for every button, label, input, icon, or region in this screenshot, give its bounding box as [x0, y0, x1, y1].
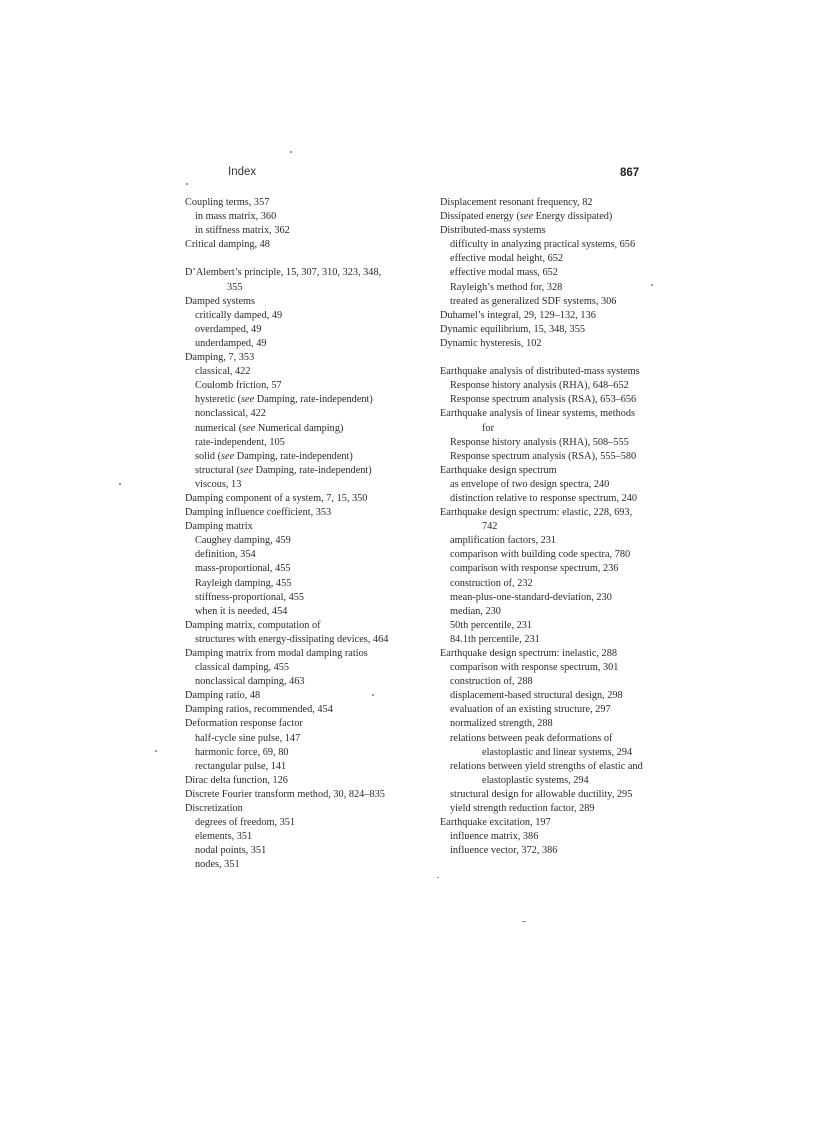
index-entry: Displacement resonant frequency, 82: [440, 197, 593, 208]
index-entry: Damping matrix: [185, 521, 253, 533]
index-entry: Earthquake design spectrum: [440, 464, 557, 476]
index-subentry: nodal points, 351: [195, 845, 267, 857]
index-subentry: construction of, 232: [450, 577, 533, 589]
index-continuation: elastoplastic systems, 294: [482, 774, 589, 786]
index-subentry: classical damping, 455: [195, 662, 290, 674]
index-column-right: [440, 196, 665, 858]
index-entry: Deformation response factor: [185, 718, 303, 730]
index-entry: Discrete Fourier transform method, 30, 824–835: [185, 788, 385, 800]
scan-speck: [372, 694, 374, 696]
index-subentry: harmonic force, 69, 80: [195, 746, 289, 758]
index-entry: Damping component of a system, 7, 15, 350: [185, 492, 368, 504]
index-subentry: nodes, 351: [195, 859, 240, 871]
index-subentry: relations between yield strengths of elastic and: [450, 760, 643, 772]
index-entry: Duhamel’s integral, 29, 129–132, 136: [440, 309, 596, 321]
index-column-left: [185, 196, 415, 873]
index-subentry: Rayleigh damping, 455: [195, 577, 292, 589]
index-subentry: Response spectrum analysis (RSA), 555–580: [450, 450, 637, 462]
index-entry: Damping ratios, recommended, 454: [185, 704, 333, 716]
index-subentry: mass-proportional, 455: [195, 563, 291, 575]
index-subentry: hysteretic (see Damping, rate-independent): [195, 394, 373, 406]
index-subentry: structures with energy-dissipating devices, 464: [195, 633, 389, 645]
index-subentry: comparison with response spectrum, 301: [450, 662, 619, 674]
index-subentry: definition, 354: [195, 549, 256, 561]
scan-speck: [155, 750, 157, 752]
index-subentry: comparison with response spectrum, 236: [450, 563, 619, 575]
index-entry: Coupling terms, 357: [185, 197, 270, 208]
index-entry: Earthquake analysis of linear systems, methods: [440, 408, 636, 420]
index-entry: Earthquake analysis of distributed-mass systems: [440, 366, 640, 378]
index-entry: Earthquake excitation, 197: [440, 817, 551, 829]
index-subentry: critically damped, 49: [195, 309, 283, 321]
index-subentry: overdamped, 49: [195, 323, 262, 335]
index-subentry: viscous, 13: [195, 478, 242, 490]
index-subentry: Caughey damping, 459: [195, 535, 291, 547]
index-subentry: degrees of freedom, 351: [195, 817, 296, 829]
index-subentry: construction of, 288: [450, 676, 533, 688]
index-subentry: Rayleigh’s method for, 328: [450, 281, 563, 293]
index-entry: Damping matrix, computation of: [185, 619, 321, 631]
index-subentry: in stiffness matrix, 362: [195, 225, 290, 237]
index-subentry: amplification factors, 231: [450, 535, 557, 547]
index-subentry: rectangular pulse, 141: [195, 760, 287, 772]
index-subentry: yield strength reduction factor, 289: [450, 803, 595, 815]
scan-speck: [290, 151, 292, 153]
index-entry: Dynamic equilibrium, 15, 348, 355: [440, 323, 585, 335]
index-subentry: evaluation of an existing structure, 297: [450, 704, 611, 716]
index-subentry: influence vector, 372, 386: [450, 845, 558, 857]
index-subentry: nonclassical damping, 463: [195, 676, 305, 688]
index-subentry: 50th percentile, 231: [450, 619, 533, 631]
index-subentry: half-cycle sine pulse, 147: [195, 732, 301, 744]
index-subentry: numerical (see Numerical damping): [195, 422, 344, 434]
running-head: Index: [228, 166, 257, 178]
index-entry: Distributed-mass systems: [440, 225, 546, 237]
index-entry: Earthquake design spectrum: elastic, 228, 693,: [440, 507, 633, 519]
index-subentry: 84.1th percentile, 231: [450, 633, 540, 645]
index-entry: Discretization: [185, 803, 243, 815]
index-subentry: Response history analysis (RHA), 648–652: [450, 380, 629, 392]
scan-speck: [651, 284, 653, 286]
index-entry: Critical damping, 48: [185, 239, 270, 251]
index-subentry: influence matrix, 386: [450, 831, 539, 843]
index-subentry: mean-plus-one-standard-deviation, 230: [450, 591, 612, 603]
index-subentry: difficulty in analyzing practical systems, 656: [450, 239, 636, 251]
index-entry: Damping matrix from modal damping ratios: [185, 648, 368, 659]
index-entry: Earthquake design spectrum: inelastic, 288: [440, 648, 617, 659]
index-subentry: comparison with building code spectra, 780: [450, 549, 631, 561]
index-entry: Damping influence coefficient, 353: [185, 507, 332, 519]
scan-speck: [119, 483, 121, 485]
index-entry: Damping, 7, 353: [185, 352, 255, 364]
index-subentry: underdamped, 49: [195, 337, 267, 349]
index-subentry: nonclassical, 422: [195, 408, 266, 420]
index-subentry: effective modal height, 652: [450, 253, 564, 265]
index-subentry: relations between peak deformations of: [450, 732, 613, 744]
index-subentry: when it is needed, 454: [195, 605, 288, 617]
index-entry: Dissipated energy (see Energy dissipated): [440, 211, 613, 223]
scan-speck: [437, 877, 439, 878]
scan-speck: [522, 921, 526, 922]
index-entry: Dynamic hysteresis, 102: [440, 337, 542, 349]
entry-spacer: [185, 252, 415, 266]
index-subentry: median, 230: [450, 605, 501, 617]
index-entry: Damping ratio, 48: [185, 690, 261, 702]
index-subentry: rate-independent, 105: [195, 436, 285, 448]
index-continuation: elastoplastic and linear systems, 294: [482, 746, 633, 758]
index-subentry: structural (see Damping, rate-independent): [195, 464, 372, 476]
index-subentry: stiffness-proportional, 455: [195, 591, 305, 603]
index-continuation: for: [482, 422, 495, 434]
index-subentry: displacement-based structural design, 298: [450, 690, 623, 702]
index-subentry: distinction relative to response spectrum, 240: [450, 492, 638, 504]
index-entry: Dirac delta function, 126: [185, 774, 288, 786]
index-subentry: classical, 422: [195, 366, 251, 378]
index-subentry: structural design for allowable ductility, 295: [450, 788, 633, 800]
index-subentry: as envelope of two design spectra, 240: [450, 478, 610, 490]
index-entry: Damped systems: [185, 295, 256, 307]
index-continuation: 355: [227, 281, 243, 293]
index-subentry: elements, 351: [195, 831, 253, 843]
index-subentry: solid (see Damping, rate-independent): [195, 450, 353, 462]
index-subentry: in mass matrix, 360: [195, 211, 277, 223]
index-subentry: Response history analysis (RHA), 508–555: [450, 436, 629, 448]
entry-spacer: [440, 351, 665, 365]
index-subentry: normalized strength, 288: [450, 718, 553, 730]
index-entry: D’Alembert’s principle, 15, 307, 310, 323, 348,: [185, 267, 382, 279]
index-subentry: Response spectrum analysis (RSA), 653–656: [450, 394, 637, 406]
scan-speck: [186, 183, 188, 185]
index-subentry: treated as generalized SDF systems, 306: [450, 295, 617, 307]
index-subentry: Coulomb friction, 57: [195, 380, 282, 392]
page-number: 867: [620, 167, 640, 179]
index-continuation: 742: [482, 521, 498, 533]
index-subentry: effective modal mass, 652: [450, 267, 558, 279]
